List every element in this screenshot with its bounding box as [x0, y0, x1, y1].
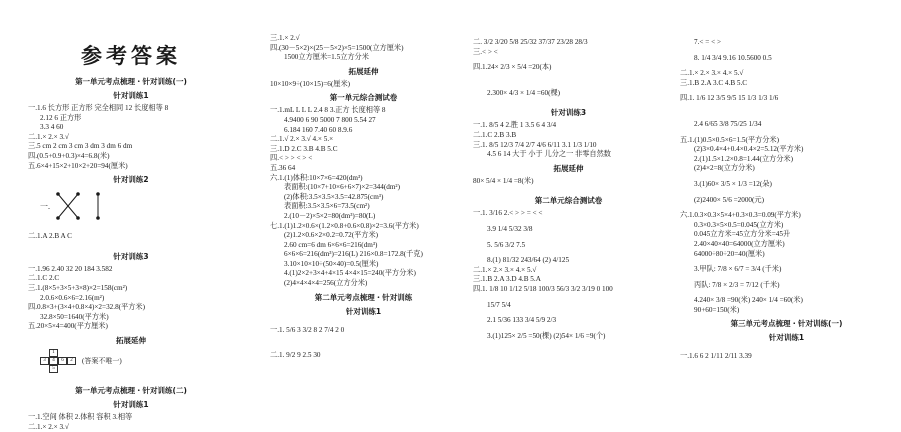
answer-line: 二.1.A 2.B A C	[28, 232, 262, 242]
answer-line: 三.1.× 2.√	[270, 34, 465, 44]
answer-line: 一.1.空间 体积 2.体积 容积 3.相等	[28, 413, 262, 423]
answer-line: 五.6×4+15×2+10×2+20=94(厘米)	[28, 162, 262, 172]
net-cell: 1	[49, 349, 58, 357]
answer-line: 10×10×9÷(10×15)=6(厘米)	[270, 80, 465, 90]
answer-line: (2)1.2×0.6×2×0.2=0.72(平方米)	[284, 231, 465, 241]
net-cell: 5	[49, 365, 58, 373]
answer-line: 15/7 5/4	[487, 301, 672, 311]
answer-line: 一.1. 8/5 4 2.胜 1 3.5 6 4 3/4	[473, 121, 672, 131]
answer-line: 三.5 cm 2 cm 3 cm 3 dm 3 dm 6 dm	[28, 142, 262, 152]
page-title: 参考答案	[0, 40, 262, 70]
answer-line: 3.(1)60× 3/5 × 1/3 =12(朵)	[694, 180, 901, 190]
answer-line: 4.5 6 14 大于 小于 儿分之一 非零自然数	[487, 150, 672, 160]
subsection-heading: 拓展延伸	[0, 335, 262, 346]
answer-line: (2)体积:3.5×3.5×3.5=42.875(cm³)	[284, 193, 465, 203]
answer-line: 二.1.× 2.× 3.√	[28, 423, 262, 432]
answer-line: 一.1. 5/6 3 3/2 8 2 7/4 2 0	[270, 326, 465, 336]
answer-line: 丙队: 7/8 × 2/3 = 7/12 (千米)	[694, 281, 901, 291]
subsection-heading: 针对训练1	[672, 332, 901, 343]
answer-line: 表面积:(10×7+10×6+6×7)×2=344(dm²)	[284, 183, 465, 193]
subsection-heading: 针对训练1	[262, 306, 465, 317]
answer-line: 6.184 160 7.40 60 8.9.6	[284, 126, 465, 136]
answer-line: (2)2400× 5/6 =2000(元)	[694, 196, 901, 206]
answer-line: 五.20×5×4=400(平方厘米)	[28, 322, 262, 332]
answer-line: 2.4 6/65 3/8 75/25 1/34	[694, 120, 901, 130]
column-2	[262, 0, 465, 412]
answer-line: 3.甲队: 7/8 × 6/7 = 3/4 (千米)	[694, 265, 901, 275]
answer-line: 6×6×6=216(dm³)=216(L) 216×0.8=172.8(千克)	[284, 250, 465, 260]
answer-line: 一.1. 3/16 2.< > > = < <	[473, 209, 672, 219]
answer-line: (2)3×0.4×4+0.4×0.4×2=5.12(平方米)	[694, 145, 901, 155]
answer-line: 一.1.mL L L L 2.4 8 3.正方 长度相等 8	[270, 106, 465, 116]
cube-net-figure	[40, 349, 262, 373]
section-heading: 第一单元考点梳理・针对训练(二)	[0, 385, 262, 396]
answer-line: 二.1.× 2.× 3.× 4.× 5.√	[680, 69, 901, 79]
answer-line: 2.300× 4/3 × 1/4 =60(棵)	[487, 89, 672, 99]
answer-line: 一.1.6 长方形 正方形 完全相同 12 长度相等 8	[28, 104, 262, 114]
answer-line: 3.9 1/4 5/32 3/8	[487, 225, 672, 235]
answer-line: 二.1.C 2.B 3.B	[473, 131, 672, 141]
answer-line: 8.(1) 81/32 243/64 (2) 4/125	[487, 256, 672, 266]
answer-line: (2)4×2=8(立方分米)	[694, 164, 901, 174]
answer-line: 二. 3/2 3/20 5/8 25/32 37/37 23/28 28/3	[473, 38, 672, 48]
answer-line: 二.1.C 2.C	[28, 274, 262, 284]
subsection-heading: 针对训练1	[0, 399, 262, 410]
answer-line: 64000÷80÷20=40(厘米)	[694, 250, 901, 260]
answer-line: 90+60=150(米)	[694, 306, 901, 316]
answer-line: 5. 5/6 3/2 7.5	[487, 241, 672, 251]
answer-line: 四.(30－5×2)×(25－5×2)×5=1500(立方厘米)	[270, 44, 465, 54]
answer-line: 六.1.(1)体积:10×7×6=420(dm³)	[270, 174, 465, 184]
answer-line: 二.1.× 2.× 3.√	[28, 133, 262, 143]
answer-line: 0.045立方米=45立方分米=45升	[694, 230, 901, 240]
answer-line: 4.(1)2×2+3×4+4×15 4×4×15=240(平方分米)	[284, 269, 465, 279]
answer-line: 四.1.24× 2/3 × 5/4 =20(本)	[473, 63, 672, 73]
answer-line: 二.1.√ 2.× 3.√ 4.× 5.×	[270, 135, 465, 145]
answer-line: 2.0.6×0.6×6=2.16(m²)	[40, 294, 262, 304]
net-cell: 3	[40, 357, 49, 365]
answer-line: 一.1.6 6 2 1/11 2/11 3.39	[680, 352, 901, 362]
answer-line: 三.1.(8×5+3×5+3×8)×2=158(cm²)	[28, 284, 262, 294]
answer-line: 80× 5/4 × 1/4 =8(米)	[473, 177, 672, 187]
answer-line: 3.3 4 60	[40, 123, 262, 133]
subsection-heading: 拓展延伸	[262, 66, 465, 77]
answer-line: 2.(10－2)×5×2=80(dm³)=80(L)	[284, 212, 465, 222]
answer-line: 3.(1)125× 2/5 =50(棵) (2)54× 1/6 =9(个)	[487, 332, 672, 342]
subsection-heading: 针对训练1	[0, 90, 262, 101]
matching-diagram	[40, 189, 262, 228]
column-1	[0, 0, 262, 412]
section-heading: 第二单元综合测试卷	[465, 195, 672, 206]
answer-line: 三.1.B 2.A 3.C 4.B 5.C	[680, 79, 901, 89]
answer-line: 三.1.D 2.C 3.B 4.B 5.C	[270, 145, 465, 155]
answer-line: 0.3×0.3×5×0.5=0.045(立方米)	[694, 221, 901, 231]
answer-line: 五.36 64	[270, 164, 465, 174]
answer-line: 四.(0.5+0.9+0.3)×4=6.8(米)	[28, 152, 262, 162]
cube-net-cells	[40, 349, 76, 373]
column-4	[672, 0, 901, 412]
answer-note: (答案不唯一)	[82, 356, 122, 366]
answer-line: 2.1 5/36 133 3/4 5/9 2/3	[487, 316, 672, 326]
answer-line: 4.240× 3/8 =90(米) 240× 1/4 =60(米)	[694, 296, 901, 306]
answer-line: 七.1.(1)1.2×0.6×(1.2×0.8+0.6×0.8)×2=3.6(平方米)	[270, 222, 465, 232]
answer-line: 2.40×40×40=64000(立方厘米)	[694, 240, 901, 250]
section-heading: 第二单元考点梳理・针对训练	[262, 292, 465, 303]
svg-text:一.: 一.	[40, 202, 50, 211]
answer-line: (2)4×4×4×4=256(立方分米)	[284, 279, 465, 289]
matching-lines-figure	[40, 189, 130, 223]
net-cell: 6	[58, 357, 67, 365]
subsection-heading: 拓展延伸	[465, 163, 672, 174]
section-heading: 第三单元考点梳理・针对训练(一)	[672, 318, 901, 329]
answer-line: 3.10×10×10÷(50×40)=0.5(厘米)	[284, 260, 465, 270]
answer-line: 三.1. 8/5 12/3 7/4 2/7 4/6 6/11 3.1 1/3 1/10	[473, 141, 672, 151]
answer-line: 五.1.(1)0.5×0.5×6=1.5(平方分米)	[680, 136, 901, 146]
subsection-heading: 针对训练3	[465, 107, 672, 118]
answer-line: 二.1. 9/2 9 2.5 30	[270, 351, 465, 361]
answer-line: 7.< = < >	[694, 38, 901, 48]
answer-line: 二.1.× 2.× 3.× 4.× 5.√	[473, 266, 672, 276]
answer-line: 四.1. 1/8 10 1/12 5/18 100/3 56/3 3/2 3/19 0 100	[473, 285, 672, 295]
net-cell: 2	[67, 357, 76, 365]
column-3	[465, 0, 672, 412]
answer-line: 2.12 6 正方形	[40, 114, 262, 124]
answer-line: 三.1.B 2.A 3.D 4.B 5.A	[473, 275, 672, 285]
answer-line: 2.60 cm=6 dm 6×6×6=216(dm³)	[284, 241, 465, 251]
answer-line: 四.1. 1/6 12 3/5 9/5 15 1/3 1/3 1/6	[680, 94, 901, 104]
section-heading: 第一单元考点梳理・针对训练(一)	[0, 76, 262, 87]
answer-line: 六.1.0.3×0.3×5×4+0.3×0.3=0.09(平方米)	[680, 211, 901, 221]
answer-line: 32.8×50=1640(平方米)	[40, 313, 262, 323]
answer-line: 四.0.8×3+(3×4+0.8×4)×2=32.8(平方米)	[28, 303, 262, 313]
answer-line: 2.(1)1.5×1.2×0.8=1.44(立方分米)	[694, 155, 901, 165]
answer-line: 8. 1/4 3/4 9.16 10.5600 0.5	[694, 54, 901, 64]
subsection-heading: 针对训练2	[0, 174, 262, 185]
answer-line: 1500立方厘米=1.5立方分米	[284, 53, 465, 63]
answer-line: 4.9400 6 90 5000 7 800 5.54 27	[284, 116, 465, 126]
answer-line: 表面积:3.5×3.5×6=73.5(cm²)	[284, 202, 465, 212]
answer-line: 三.< > <	[473, 48, 672, 58]
answer-line: 四.< > > < > <	[270, 154, 465, 164]
answer-line: 一.1.96 2.40 32 20 184 3.582	[28, 265, 262, 275]
subsection-heading: 针对训练3	[0, 251, 262, 262]
net-cell: 4	[49, 357, 58, 365]
section-heading: 第一单元综合测试卷	[262, 92, 465, 103]
